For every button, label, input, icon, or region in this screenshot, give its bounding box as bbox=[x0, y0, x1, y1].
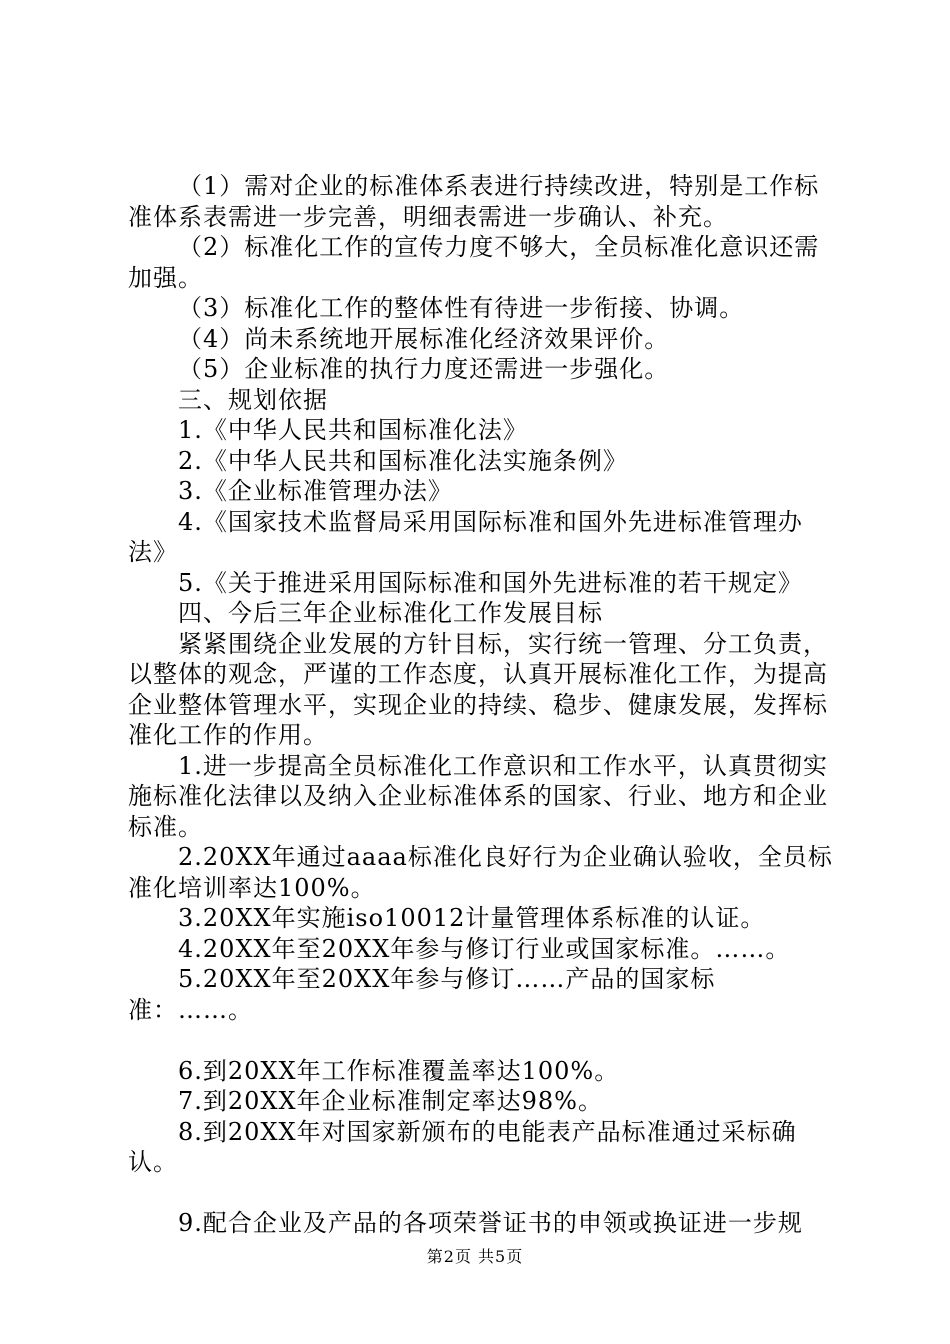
goal-item-9: 9.配合企业及产品的各项荣誉证书的申领或换证进一步规 bbox=[178, 1209, 803, 1237]
basis-item-4: 4.《国家技术监督局采用国际标准和国外先进标准管理办法》 bbox=[128, 507, 803, 566]
paragraph-issue-5: （5）企业标准的执行力度还需进一步强化。 bbox=[178, 355, 670, 383]
section-heading-basis: 三、规划依据 bbox=[178, 385, 328, 414]
goal-item-3: 3.20XX年实施iso10012计量管理体系标准的认证。 bbox=[178, 904, 766, 932]
paragraph-issue-4: （4）尚未系统地开展标准化经济效果评价。 bbox=[178, 324, 670, 353]
document-body bbox=[128, 171, 833, 1239]
page-number-label: 第2页 共5页 bbox=[426, 1247, 524, 1266]
goals-intro-paragraph: 紧紧围绕企业发展的方针目标，实行统一管理、分工负责，以整体的观念，严谨的工作态度，认真开展标准化工作，为提高企业整体管理水平，实现企业的持续、稳步、健康发展，发挥标准化工作的作用。 bbox=[128, 629, 828, 749]
basis-item-2: 2.《中华人民共和国标准化法实施条例》 bbox=[178, 446, 628, 475]
page-footer bbox=[0, 1247, 950, 1267]
basis-item-3: 3.《企业标准管理办法》 bbox=[178, 477, 453, 505]
goal-item-6: 6.到20XX年工作标准覆盖率达100%。 bbox=[178, 1056, 620, 1085]
goal-item-8: 8.到20XX年对国家新颁布的电能表产品标准通过采标确认。 bbox=[128, 1117, 797, 1176]
goal-item-5: 5.20XX年至20XX年参与修订……产品的国家标准：……。 bbox=[128, 965, 716, 1024]
goal-item-2: 2.20XX年通过aaaa标准化良好行为企业确认验收，全员标准化培训率达100%。 bbox=[128, 843, 833, 902]
basis-item-1: 1.《中华人民共和国标准化法》 bbox=[178, 416, 528, 444]
goal-item-4: 4.20XX年至20XX年参与修订行业或国家标准。……。 bbox=[178, 934, 791, 963]
section-heading-goals: 四、今后三年企业标准化工作发展目标 bbox=[178, 599, 603, 627]
basis-item-5: 5.《关于推进采用国际标准和国外先进标准的若干规定》 bbox=[178, 568, 803, 597]
goal-item-7: 7.到20XX年企业标准制定率达98%。 bbox=[178, 1087, 603, 1115]
paragraph-issue-1: （1）需对企业的标准体系表进行持续改进，特别是工作标准体系表需进一步完善，明细表需进一步确认、补充。 bbox=[128, 172, 820, 231]
paragraph-issue-2: （2）标准化工作的宣传力度不够大，全员标准化意识还需加强。 bbox=[128, 233, 820, 292]
goal-item-1: 1.进一步提高全员标准化工作意识和工作水平，认真贯彻实施标准化法律以及纳入企业标准体系的国家、行业、地方和企业标准。 bbox=[128, 751, 828, 841]
paragraph-issue-3: （3）标准化工作的整体性有待进一步衔接、协调。 bbox=[178, 294, 745, 322]
blank-line bbox=[128, 1025, 833, 1056]
blank-line bbox=[128, 1178, 833, 1209]
